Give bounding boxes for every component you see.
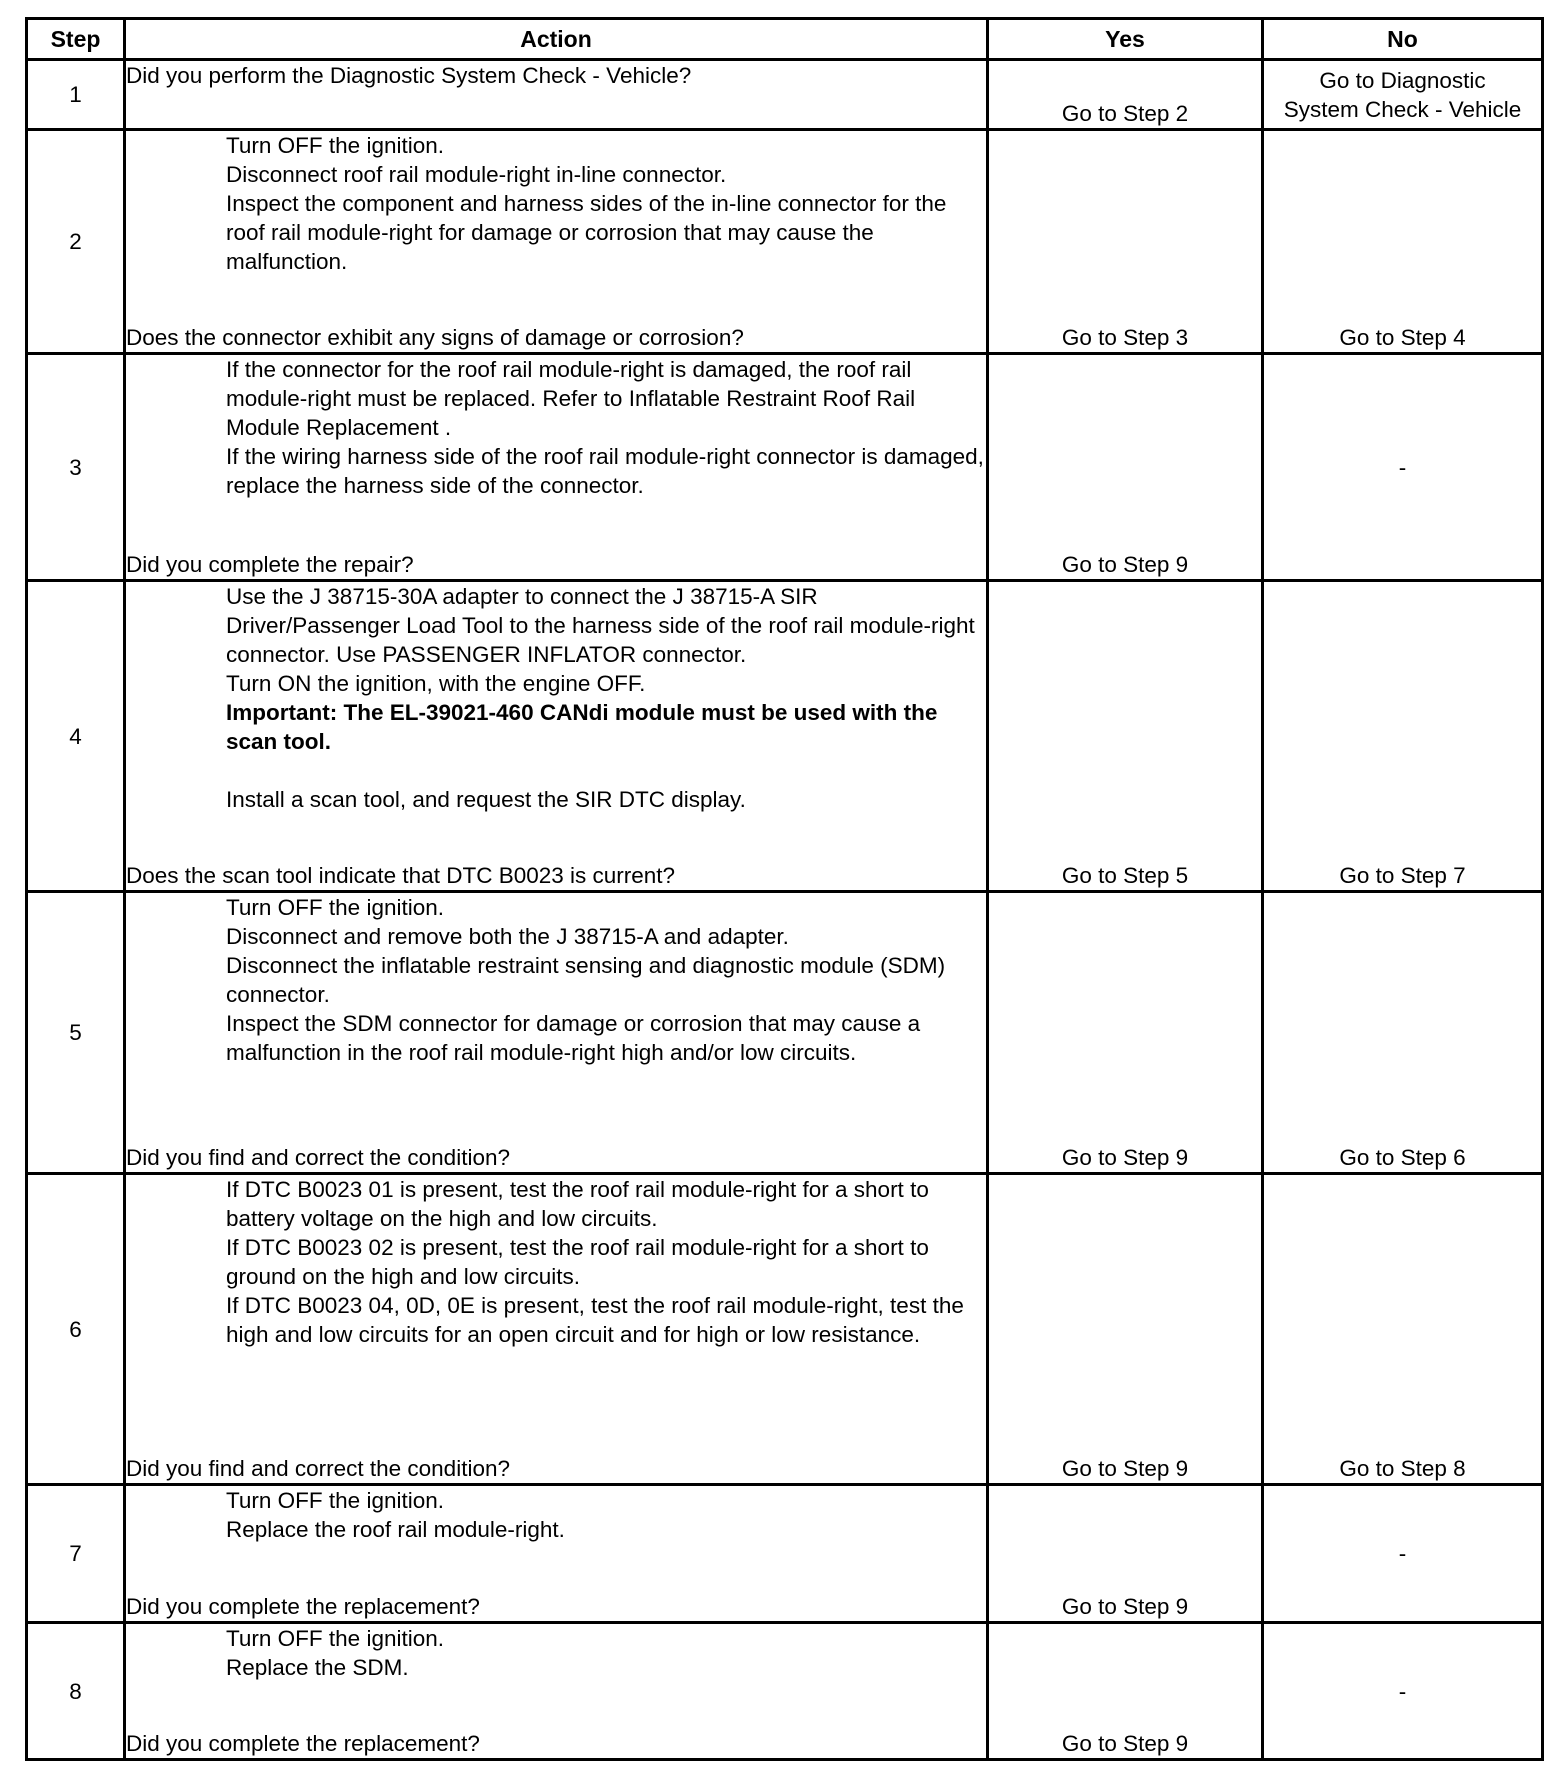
header-yes: Yes: [988, 19, 1263, 60]
action-question: Did you complete the repair?: [126, 552, 414, 577]
header-no: No: [1263, 19, 1543, 60]
no-cell: -: [1263, 1485, 1543, 1623]
diagnostic-table: [25, 17, 1544, 1761]
step-number: 5: [27, 892, 125, 1174]
action-bullet: Use the J 38715-30A adapter to connect the J 38715-A SIR Driver/Passenger Load Tool to the harness side of the roof rail module-right connector. Use PASSENGER INFLATOR connector.: [226, 584, 975, 667]
action-question: Does the connector exhibit any signs of damage or corrosion?: [126, 325, 744, 350]
action-bullet: If DTC B0023 01 is present, test the roof rail module-right for a short to battery voltage on the high and low circuits.: [226, 1177, 929, 1231]
action-bullet: Inspect the component and harness sides of the in-line connector for the roof rail module-right for damage or corrosion that may cause the malfunction.: [226, 191, 947, 274]
action-bullets: [126, 1486, 986, 1544]
table-row: [27, 1485, 1543, 1623]
action-bullet: If the connector for the roof rail module-right is damaged, the roof rail module-right must be replaced. Refer to Inflatable Restraint Roof Rail Module Replacement .: [226, 357, 916, 440]
yes-cell: Go to Step 9: [988, 354, 1263, 581]
action-cell: [125, 60, 988, 130]
action-bullet: Turn OFF the ignition.: [226, 895, 445, 920]
important-note: Important: The EL-39021-460 CANdi module must be used with the scan tool.: [226, 700, 938, 754]
action-bullets: [126, 582, 986, 814]
table-row: [27, 354, 1543, 581]
action-question: Did you perform the Diagnostic System Check - Vehicle?: [126, 63, 692, 88]
action-bullets: [126, 131, 986, 276]
action-question: Does the scan tool indicate that DTC B0023 is current?: [126, 863, 676, 888]
action-cell: [125, 581, 988, 892]
yes-cell: Go to Step 9: [988, 892, 1263, 1174]
header-action: Action: [125, 19, 988, 60]
action-bullets: [126, 1175, 986, 1349]
yes-cell: Go to Step 9: [988, 1623, 1263, 1760]
no-cell: Go to Step 4: [1263, 130, 1543, 354]
action-bullet: Disconnect and remove both the J 38715-A and adapter.: [226, 924, 789, 949]
yes-cell: Go to Step 9: [988, 1174, 1263, 1485]
action-question: Did you complete the replacement?: [126, 1594, 480, 1619]
action-cell: [125, 1485, 988, 1623]
action-bullet: Turn ON the ignition, with the engine OFF.: [226, 671, 646, 696]
step-number: 7: [27, 1485, 125, 1623]
action-cell: [125, 130, 988, 354]
action-bullet: If the wiring harness side of the roof rail module-right connector is damaged, replace the harness side of the connector.: [226, 444, 984, 498]
action-cell: [125, 1174, 988, 1485]
action-bullet: If DTC B0023 02 is present, test the roof rail module-right for a short to ground on the high and low circuits.: [226, 1235, 929, 1289]
action-bullet: [226, 756, 984, 785]
action-bullet: Disconnect roof rail module-right in-line connector.: [226, 162, 727, 187]
action-bullet: Install a scan tool, and request the SIR DTC display.: [226, 787, 746, 812]
no-cell: Go to Step 7: [1263, 581, 1543, 892]
table-row: [27, 581, 1543, 892]
action-bullet: Disconnect the inflatable restraint sensing and diagnostic module (SDM) connector.: [226, 953, 946, 1007]
action-cell: [125, 892, 988, 1174]
action-cell: [125, 354, 988, 581]
no-line: System Check - Vehicle: [1283, 96, 1522, 122]
step-number: 8: [27, 1623, 125, 1760]
step-number: 6: [27, 1174, 125, 1485]
action-bullets: [126, 355, 986, 500]
action-bullets: [126, 1624, 986, 1682]
action-bullet: Turn OFF the ignition.: [226, 133, 445, 158]
action-bullet: Replace the SDM.: [226, 1655, 409, 1680]
step-number: 3: [27, 354, 125, 581]
table-row: [27, 130, 1543, 354]
action-bullet: Turn OFF the ignition.: [226, 1626, 445, 1651]
no-cell: Go to Step 6: [1263, 892, 1543, 1174]
no-line: Go to Diagnostic: [1319, 67, 1486, 93]
step-number: 2: [27, 130, 125, 354]
yes-cell: Go to Step 9: [988, 1485, 1263, 1623]
no-cell: [1263, 60, 1543, 130]
action-question: Did you complete the replacement?: [126, 1731, 480, 1756]
table-row: [27, 1623, 1543, 1760]
action-question: Did you find and correct the condition?: [126, 1145, 510, 1170]
action-bullet: Replace the roof rail module-right.: [226, 1517, 565, 1542]
table-row: [27, 1174, 1543, 1485]
action-bullet: Inspect the SDM connector for damage or corrosion that may cause a malfunction in the roof rail module-right high and/or low circuits.: [226, 1011, 921, 1065]
yes-cell: Go to Step 3: [988, 130, 1263, 354]
table-row: [27, 892, 1543, 1174]
header-row: [27, 19, 1543, 60]
no-cell: -: [1263, 1623, 1543, 1760]
action-bullet: If DTC B0023 04, 0D, 0E is present, test the roof rail module-right, test the high and low circuits for an open circuit and for high or low resistance.: [226, 1293, 964, 1347]
action-bullet: Turn OFF the ignition.: [226, 1488, 445, 1513]
action-cell: [125, 1623, 988, 1760]
yes-cell: Go to Step 2: [988, 60, 1263, 130]
step-number: 1: [27, 60, 125, 130]
action-bullets: [126, 893, 986, 1067]
no-cell: Go to Step 8: [1263, 1174, 1543, 1485]
action-question: Did you find and correct the condition?: [126, 1456, 510, 1481]
table-row: [27, 60, 1543, 130]
step-number: 4: [27, 581, 125, 892]
header-step: Step: [27, 19, 125, 60]
no-cell: -: [1263, 354, 1543, 581]
yes-cell: Go to Step 5: [988, 581, 1263, 892]
